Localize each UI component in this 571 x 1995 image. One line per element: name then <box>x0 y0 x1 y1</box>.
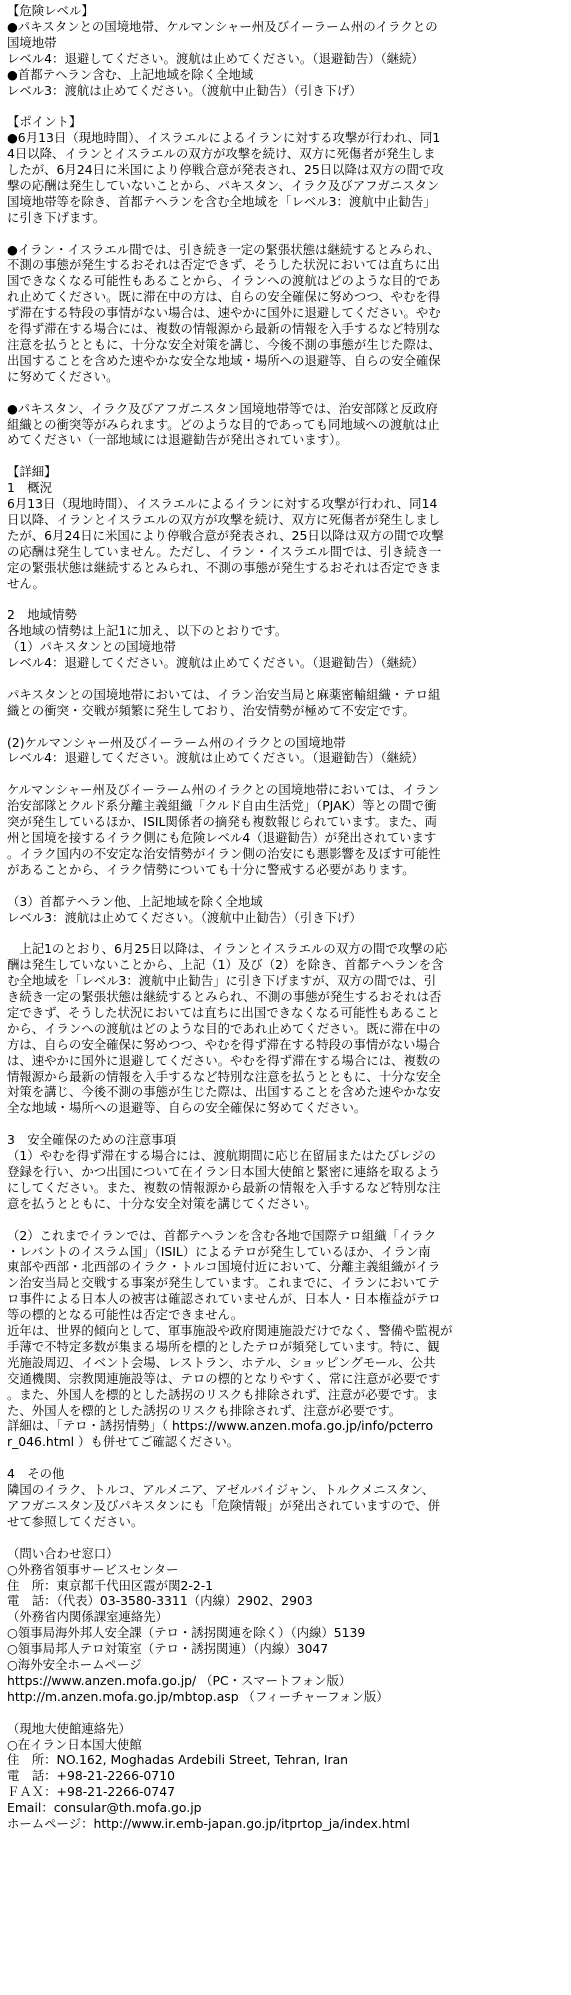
text-line: ●イラン・イスラエル間では、引き続き一定の緊張状態は継続するとみられ、 <box>7 241 440 257</box>
paragraph-spacer <box>7 1450 565 1466</box>
paragraph-spacer <box>7 671 565 687</box>
text-line: 。イラク国内の不安定な治安情勢がイラン側の治安にも悪影響を及ぼす可能性 <box>7 845 441 861</box>
paragraph <box>7 401 565 449</box>
text-line: ○領事局邦人テロ対策室（テロ・誘拐関連）（内線）3047 <box>7 1641 329 1657</box>
text-line: 住 所：東京都千代田区霞が関2-2-1 <box>7 1577 214 1593</box>
text-line: 4日以降、イランとイスラエルの双方が攻撃を続け、双方に死傷者が発生しま <box>7 146 436 162</box>
text-line: 2 地域情勢 <box>7 607 77 623</box>
paragraph-spacer <box>7 591 565 607</box>
text-line: 州と国境を接するイラク側にも危険レベル4（退避勧告）が発出されています <box>7 830 437 845</box>
text-line: 近年は、世界的傾向として、軍事施設や政府関連施設だけでなく、警備や監視が <box>7 1323 453 1339</box>
text-line: 4 その他 <box>7 1466 65 1482</box>
text-line: レベル4：退避してください。渡航は止めてください。（退避勧告）（継続） <box>7 50 424 66</box>
text-line: ●パキスタン、イラク及びアフガニスタン国境地帯等では、治安部隊と反政府 <box>7 400 438 416</box>
text-line: 方は、自らの安全確保に努めつつ、やむを得ず滞在する特段の事情がない場合 <box>7 1036 441 1052</box>
paragraph <box>7 1721 565 1832</box>
paragraph-spacer <box>7 719 565 735</box>
text-line: 突が発生しているほか、ISIL関係者の摘発も複数報じられています。また、両 <box>7 814 437 830</box>
text-line: ○在イラン日本国大使館 <box>7 1736 142 1752</box>
text-line: したが、6月24日に米国により停戦合意が発表され、25日以降は双方の間で攻 <box>7 162 444 178</box>
text-line: たが、6月24日に米国により停戦合意が発表され、25日以降は双方の間で攻撃 <box>7 527 444 543</box>
text-line: 1 概況 <box>7 480 53 496</box>
text-line: 登録を行い、かつ出国について在イラン日本国大使館と緊密に連絡を取るよう <box>7 1163 441 1179</box>
text-line: た、外国人を標的とした誘拐のリスクも排除されず、注意が必要です。 <box>7 1402 402 1418</box>
paragraph <box>7 1466 565 1530</box>
text-line: 国境地帯 <box>7 34 57 50</box>
text-line: の応酬は発生していません。ただし、イラン・イスラエル間では、引き続き一 <box>7 543 442 559</box>
text-line: に引き下げます。 <box>7 209 106 225</box>
text-line: 。また、外国人を標的とした誘拐のリスクも排除されず、注意が必要です。ま <box>7 1386 439 1402</box>
text-line: （現地大使館連絡先） <box>7 1720 131 1736</box>
paragraph <box>7 735 565 767</box>
paragraph-spacer <box>7 1530 565 1546</box>
text-line: （2）これまでイランでは、首都テヘランを含む各地で国際テロ組織「イラク <box>7 1227 437 1243</box>
paragraph <box>7 242 565 385</box>
paragraph-spacer <box>7 878 565 894</box>
text-line: （3）首都テヘラン他、上記地域を除く全地域 <box>7 893 263 909</box>
text-line: ○外務省領事サービスセンター <box>7 1561 179 1577</box>
text-line: 注意を払うとともに、十分な安全対策を講じ、今後不測の事態が生じた際は、 <box>7 337 441 352</box>
text-line: ン治安当局と交戦する事案が発生しています。これまでに、イランにおいてテ <box>7 1275 440 1291</box>
paragraph-spacer <box>7 925 565 941</box>
text-line: 電 話：（代表）03-3580-3311（内線）2902、2903 <box>7 1593 313 1609</box>
text-line: (2)ケルマンシャー州及びイーラーム州のイラクとの国境地帯 <box>7 734 346 750</box>
text-line: 酬は発生していないことから、上記（1）及び（2）を除き、首都テヘランを含 <box>7 957 444 973</box>
text-line: 3 安全確保のための注意事項 <box>7 1132 176 1148</box>
text-line: 交通機関、宗教関連施設等は、テロの標的となりやすく、常に注意が必要です <box>7 1370 441 1386</box>
text-line: （外務省内関係課室連絡先） <box>7 1609 169 1625</box>
text-line: せて参照してください。 <box>7 1513 144 1529</box>
text-line: ず滞在する特段の事情がない場合は、速やかに国外に退避してください。やむ <box>7 305 441 321</box>
text-line: （1）やむを得ず滞在する場合には、渡航期間に応じ在留届またはたびレジの <box>7 1148 436 1164</box>
paragraph-spacer <box>7 448 565 464</box>
text-line: r_046.html ）も併せてご確認ください。 <box>7 1434 240 1450</box>
text-line: 【ポイント】 <box>7 114 82 130</box>
paragraph <box>7 464 565 591</box>
text-line: 対策を講じ、今後不測の事態が生じた際は、出国することを含めた速やかな安 <box>7 1084 441 1100</box>
text-line: 日以降、イランとイスラエルの双方が攻撃を続け、双方に死傷者が発生しまし <box>7 511 441 527</box>
paragraph-spacer <box>7 1116 565 1132</box>
text-line: レベル4：退避してください。渡航は止めてください。（退避勧告）（継続） <box>7 750 424 766</box>
text-line: （1）パキスタンとの国境地帯 <box>7 639 176 655</box>
paragraph <box>7 114 565 225</box>
text-line: 住 所：NO.162, Moghadas Ardebili Street, Tehran, Iran <box>7 1752 349 1768</box>
text-line: は、速やかに国外に退避してください。やむを得ず滞在する場合には、複数の <box>7 1052 441 1068</box>
paragraph-spacer <box>7 226 565 242</box>
text-line[interactable]: 詳細は、「テロ・誘拐情勢」（ https://www.anzen.mofa.go.jp/info/pcterro <box>7 1418 434 1434</box>
text-line: ○領事局海外邦人安全課（テロ・誘拐関連を除く）（内線）5139 <box>7 1625 366 1641</box>
paragraph <box>7 687 565 719</box>
text-line: レベル3：渡航は止めてください。（渡航中止勧告）（引き下げ） <box>7 82 362 98</box>
text-line: 定の緊張状態は継続するとみられ、不測の事態が発生するおそれは否定できま <box>7 559 442 575</box>
paragraph-spacer <box>7 1705 565 1721</box>
paragraph-spacer <box>7 766 565 782</box>
text-line: 治安部隊とクルド系分離主義組織「クルド自由生活党」（PJAK）等との間で衝 <box>7 798 437 814</box>
text-line: ＦＡＸ：+98-21-2266-0747 <box>7 1784 175 1800</box>
text-line: に努めてください。 <box>7 368 119 384</box>
text-line: 撃の応酬は発生していないことから、パキスタン、イラク及びアフガニスタン <box>7 177 440 193</box>
text-line: ○海外安全ホームページ <box>7 1657 142 1673</box>
text-line: から、イランへの渡航はどのような目的であれ止めてください。既に滞在中の <box>7 1020 441 1036</box>
text-line: レベル3：渡航は止めてください。（渡航中止勧告）（引き下げ） <box>7 909 362 925</box>
text-line: 国できなくなる可能性もあることから、イランへの渡航はどのような目的であ <box>7 273 441 289</box>
paragraph <box>7 1228 565 1451</box>
text-line: 出国することを含めた速やかな安全な地域・場所への退避等、自らの安全確保 <box>7 352 441 368</box>
text-line: 東部や西部・北西部のイラク・トルコ国境付近において、分離主義組織がイラ <box>7 1259 441 1275</box>
text-line: Email：consular@th.mofa.go.jp <box>7 1800 202 1816</box>
text-line: （問い合わせ窓口） <box>7 1545 119 1561</box>
text-line: 【危険レベル】 <box>7 3 94 18</box>
text-line: れ止めてください。既に滞在中の方は、自らの安全確保に努めつつ、やむを得 <box>7 289 441 305</box>
text-line: ●パキスタンとの国境地帯、ケルマンシャー州及びイーラーム州のイラクとの <box>7 18 438 34</box>
paragraph-spacer <box>7 385 565 401</box>
text-line: 組織との衝突等がみられます。どのような目的であっても同地域への渡航は止 <box>7 416 440 432</box>
text-line: 電 話：+98-21-2266-0710 <box>7 1768 175 1784</box>
paragraph <box>7 1132 565 1212</box>
text-line: ●首都テヘラン含む、上記地域を除く全地域 <box>7 66 254 82</box>
paragraph-spacer <box>7 98 565 114</box>
text-line: 隣国のイラク、トルコ、アルメニア、アゼルバイジャン、トルクメニスタン、 <box>7 1482 435 1498</box>
text-line: を得ず滞在する場合には、複数の情報源から最新の情報を入手するなど特別な <box>7 321 441 337</box>
text-line: 情報源から最新の情報を入手するなど特別な注意を払うとともに、十分な安全 <box>7 1068 441 1084</box>
text-line: 【詳細】 <box>7 464 57 480</box>
text-line: があることから、イラク情勢についても十分に警戒する必要があります。 <box>7 861 415 877</box>
text-line: 意を払うとともに、十分な安全対策を講じてください。 <box>7 1195 317 1211</box>
text-line: 不測の事態が発生するおそれは否定できず、そうした状況においては直ちに出 <box>7 257 440 273</box>
paragraph <box>7 782 565 877</box>
text-line: ケルマンシャー州及びイーラーム州のイラクとの国境地帯においては、イラン <box>7 782 440 798</box>
text-line: アフガニスタン及びパキスタンにも「危険情報」が発出されていますので、併 <box>7 1497 441 1513</box>
text-line: 6月13日（現地時間）、イスラエルによるイランに対する攻撃が行われ、同14 <box>7 496 438 512</box>
text-line: 織との衝突・交戦が頻繁に発生しており、治安情勢が極めて不安定です。 <box>7 702 415 718</box>
text-line: 定できず、そうした状況においては直ちに出国できなくなる可能性もあること <box>7 1004 440 1020</box>
text-line: 全な地域・場所への退避等、自らの安全確保に努めてください。 <box>7 1100 367 1116</box>
text-line[interactable]: ホームページ：http://www.ir.emb-japan.go.jp/itprtop_ja/index.html <box>7 1816 410 1832</box>
paragraph <box>7 1546 565 1705</box>
text-line: 手薄で不特定多数が集まる場所を標的としたテロが頻発しています。特に、観 <box>7 1338 440 1354</box>
text-line[interactable]: http://m.anzen.mofa.go.jp/mbtop.asp （フィーチャーフォン版） <box>7 1688 389 1704</box>
text-line: 各地域の情勢は上記1に加え、以下のとおりです。 <box>7 623 288 639</box>
paragraph-spacer <box>7 1212 565 1228</box>
paragraph <box>7 3 565 98</box>
text-line: 上記1のとおり、6月25日以降は、イランとイスラエルの双方の間で攻撃の応 <box>7 941 448 957</box>
text-line[interactable]: https://www.anzen.mofa.go.jp/ （PC・スマートフォン版） <box>7 1672 352 1688</box>
text-line: き続き一定の緊張状態は継続するとみられ、不測の事態が発生するおそれは否 <box>7 989 442 1005</box>
text-line: む全地域を「レベル3：渡航中止勧告」に引き下げますが、双方の間では、引 <box>7 973 437 989</box>
paragraph <box>7 607 565 671</box>
text-line: ●6月13日（現地時間）、イスラエルによるイランに対する攻撃が行われ、同1 <box>7 130 441 146</box>
text-line: 国境地帯等を除き、首都テヘランを含む全地域を「レベル3：渡航中止勧告」 <box>7 193 436 209</box>
text-line: にしてください。また、複数の情報源から最新の情報を入手するなど特別な注 <box>7 1179 441 1195</box>
text-line: ロ事件による日本人の被害は確認されていませんが、日本人・日本権益がテロ <box>7 1291 441 1307</box>
text-line: 等の標的となる可能性は否定できません。 <box>7 1307 244 1323</box>
text-line: パキスタンとの国境地帯においては、イラン治安当局と麻薬密輸組織・テロ組 <box>7 686 441 702</box>
text-line: めてください（一部地域には退避勧告が発出されています）。 <box>7 432 348 448</box>
text-line: ・レバントのイスラム国」（ISIL）によるテロが発生しているほか、イラン南 <box>7 1243 431 1259</box>
text-line: せん。 <box>7 575 45 591</box>
text-line: レベル4：退避してください。渡航は止めてください。（退避勧告）（継続） <box>7 655 424 671</box>
paragraph <box>7 941 565 1116</box>
text-line: 光施設周辺、イベント会場、レストラン、ホテル、ショッピングモール、公共 <box>7 1354 436 1370</box>
paragraph <box>7 894 565 926</box>
